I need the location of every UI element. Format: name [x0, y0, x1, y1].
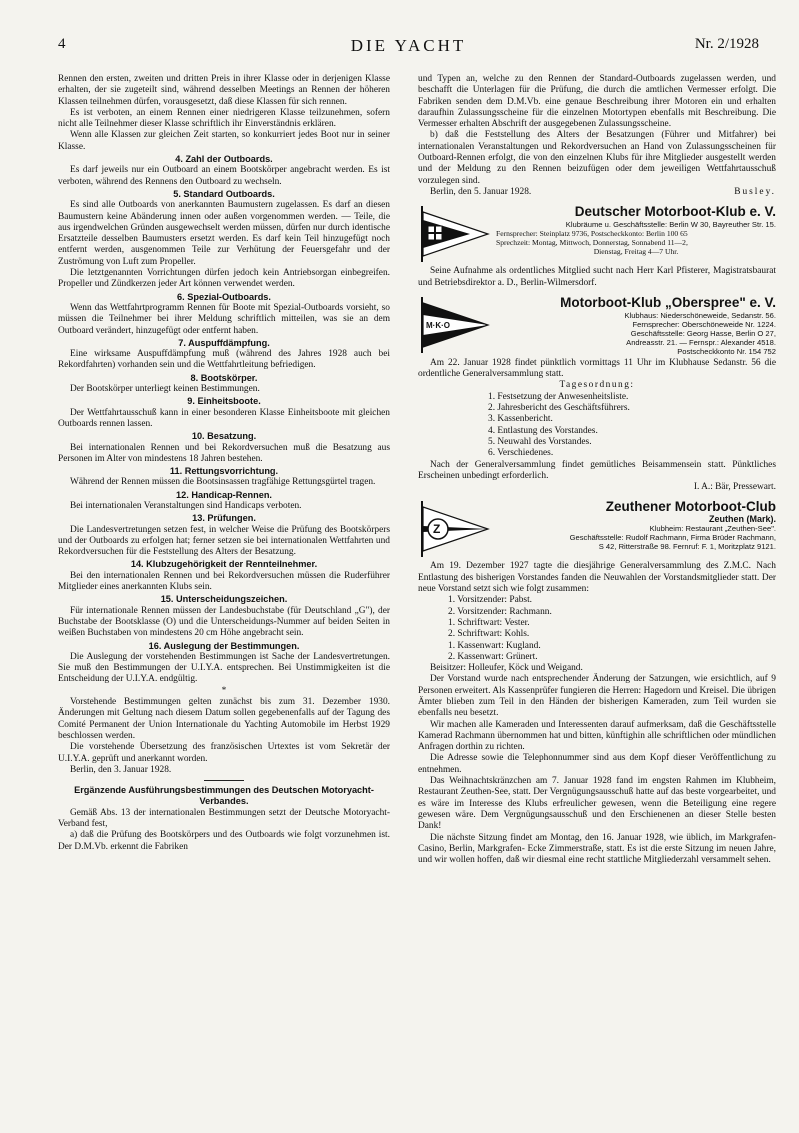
club-announcement-oberspree [418, 295, 776, 356]
list-item: 5. Neuwahl des Vorstandes. [488, 436, 592, 447]
paragraph: Bei internationalen Veranstaltungen sind Handicaps verboten. [70, 500, 302, 511]
club-location: Zeuthen (Mark). [708, 514, 776, 525]
paragraph: Wir machen alle Kameraden und Interessenten darauf aufmerksam, daß die Geschäftsstelle Kamerad Rachmann übernommen hat und bitten, künftighin alle schriftlichen oder mündlichen Anfragen dorthin zu richten. [418, 719, 776, 753]
paragraph: Die Auslegung der vorstehenden Bestimmungen ist Sache der Landesvertretungen. Sie muß den Bestimmungen der U.I.Y.A. entsprechen. Bei Unstimmigkeiten ist die Entscheidung der U.I.Y.A. endgültig. [58, 651, 390, 685]
issue-number: Nr. 2/1928 [694, 36, 759, 52]
paragraph: Der Bootskörper unterliegt keinen Bestimmungen. [70, 384, 260, 395]
club-home: Klubheim: Restaurant „Zeuthen-See". [649, 524, 776, 534]
agenda-list [418, 392, 776, 460]
list-item: 1. Schriftwart: Vester. [448, 617, 530, 628]
paragraph: Beisitzer: Holleufer, Köck und Weigand. [430, 663, 583, 674]
section-heading: 13. Prüfungen. [192, 513, 256, 524]
paragraph: b) daß die Feststellung des Alters der Besatzungen (Führer und Mitfahrer) bei internationalen Veranstaltungen und Rekordversuchen an Hand von Zulassungsscheinen für Outboard-Rennen erfolgt, die von den einzelnen Klubs für ihre Mitglieder ausgestellt werden und der Meldung zu den Rennen beizufügen oder dem jeweiligen Wettfahrtausschuß vorzulegen sind. [418, 130, 776, 186]
list-item: 2. Schriftwart: Kohls. [448, 629, 530, 640]
paragraph: Der Vorstand wurde nach entsprechender Änderung der Satzungen, wie ersichtlich, auf 9 Personen erweitert. Als Kassenprüfer fungieren die Herren: Hagedorn und Kreisel. Die übrigen Ämter blieben zum Teil in den Händen der bisherigen Kameraden, zum Teil wurden sie ebenfalls neu besetzt. [418, 674, 776, 719]
paragraph: Eine wirksame Auspuffdämpfung muß (während des Jahres 1928 auch bei Rekordfahrten) vorhanden sein und die Wettfahrtleitung befriedigen. [58, 349, 390, 371]
section-heading: 9. Einheitsboote. [187, 396, 261, 407]
section-heading: 12. Handicap-Rennen. [176, 489, 272, 500]
club-phone: S 42, Ritterstraße 98. Fernruf: F. 1, Moritzplatz 9121. [598, 542, 776, 552]
paragraph: Gemäß Abs. 13 der internationalen Bestimmungen setzt der Deutsche Motoryacht-Verband fest, [58, 807, 390, 829]
section-heading: 4. Zahl der Outboards. [175, 154, 273, 165]
paragraph: Die Landesvertretungen setzen fest, in welcher Weise die Prüfung des Bootskörpers und der Outboards zu erfolgen hat; ferner setzen sie bei internationalen Wettfahrten und Rekordversuchen für die Feststellung des Alters der Besatzung. [58, 524, 390, 558]
paragraph: Der Wettfahrtausschuß kann in einer besonderen Klasse Einheitsboote mit gleichen Outboards rennen lassen. [58, 407, 390, 429]
burgee-flag-icon [418, 499, 490, 559]
list-item: 1. Vorsitzender: Pabst. [448, 595, 533, 606]
paragraph: Am 22. Januar 1928 findet pünktlich vormittags 11 Uhr im Klubhause Sedanstr. 56 die ordentliche Generalversammlung statt. [418, 357, 776, 380]
list-item: 3. Kassenbericht. [488, 414, 553, 425]
paragraph: und Typen an, welche zu den Rennen der Standard-Outboards zugelassen werden, und beschafft die Unterlagen für die Prüfung, die durch die amtlichen Vermesser erfolgt. Die Fabriken senden dem D.M.Vb. eine genaue Beschreibung ihrer Motoren ein und erhalten daraufhin Zulassungsscheine für die einzelnen Motortypen ebenfalls mit Beschreibung. Die Vermesser erhalten Abschrift der ausgegebenen Zulassungsscheine. [418, 74, 776, 130]
divider-rule [204, 780, 244, 781]
paragraph: Während der Rennen müssen die Bootsinsassen tragfähige Rettungsgürtel tragen. [70, 477, 376, 488]
section-heading: 11. Rettungsvorrichtung. [169, 466, 279, 477]
paragraph: Die vorstehende Übersetzung des französischen Urtextes ist vom Sekretär der U.I.Y.A. geprüft und anerkannt worden. [58, 742, 390, 764]
paragraph: Wenn das Wettfahrtprogramm Rennen für Boote mit Spezial-Outboards vorsieht, so müssen die Teilnehmer bei ihrer Meldung schriftlich mitteilen, was sie an dem Outboard verändert, hinzugefügt oder entfernt haben. [58, 302, 390, 336]
club-address: Klubhaus: Niederschöneweide, Sedanstr. 56. [624, 310, 776, 320]
flag-lettering: M·K·O [426, 320, 450, 330]
club-announcement-zeuthen [418, 499, 776, 559]
date-line [418, 187, 776, 198]
list-item: 2. Jahresbericht des Geschäftsführers. [488, 403, 630, 414]
paragraph: Vorstehende Bestimmungen gelten zunächst bis zum 31. Dezember 1930. Änderungen mit Geltung nach diesem Datum sollen gegebenenfalls auf der Tagung des Comité Permanent der Union Internationale du Yachting Automobile im Herbst 1929 beschlossen werden. [58, 697, 390, 741]
page-header [58, 36, 759, 58]
journal-title: DIE YACHT [350, 36, 467, 55]
section-divider-star: * [221, 685, 227, 696]
burgee-flag-icon [418, 295, 490, 355]
club-phone: Fernsprecher: Steinplatz 9736, Postscheckkonto: Berlin 100 65 [496, 229, 688, 239]
section-heading: 10. Besatzung. [191, 431, 257, 442]
list-item: 1. Festsetzung der Anwesenheitsliste. [488, 391, 629, 402]
paragraph: Rennen den ersten, zweiten und dritten Preis in ihrer Klasse oder in derjenigen Klasse erhalten, der sie zugeteilt sind, während desselben Meetings an Rennen der höheren Klassen teilnehmen dürfen, vorausgesetzt, daß diese Klassen für sich rennen. [58, 74, 390, 107]
club-office-2: Andreasstr. 21. — Fernspr.: Alexander 4518. [626, 337, 776, 347]
club-address: Klubräume u. Geschäftsstelle: Berlin W 30, Bayreuther Str. 15. [565, 220, 776, 230]
paragraph: Es ist verboten, an einem Rennen einer niedrigeren Klasse teilzunehmen, sofern nicht alle Teilnehmer dieser Klasse schriftlich ihr Einverständnis erklären. [58, 107, 390, 130]
paragraph: Nach der Generalversammlung findet gemütliches Beisammensein statt. Pünktliches Erscheinen unbedingt erforderlich. [418, 459, 776, 481]
section-heading: 5. Standard Outboards. [173, 188, 275, 199]
paragraph: Am 19. Dezember 1927 tagte die diesjährige Generalversammlung des Z.M.C. Nach Entlastung des bisherigen Vorstandes fanden die Neuwahlen der Vorstandsmitglieder statt. Der neue Vorstand setzt sich wie folgt zusammen: [418, 561, 776, 595]
section-heading: Ergänzende Ausführungsbestimmungen des Deutschen Motoryacht-Verbandes. [74, 785, 374, 807]
paragraph: Bei den internationalen Rennen und bei Rekordversuchen müssen die Ruderführer Mitglieder eines anerkannten Klubs sein. [58, 570, 390, 593]
paragraph: a) daß die Prüfung des Bootskörpers und des Outboards wie folgt vorzunehmen ist. Der D.M.Vb. erkennt die Fabriken [58, 830, 390, 852]
signature-line: I. A.: Bär, Pressewart. [693, 482, 776, 493]
section-heading: 6. Spezial-Outboards. [177, 291, 271, 302]
list-item: 2. Kassenwart: Grünert. [448, 651, 538, 662]
section-heading: 7. Auspuffdämpfung. [178, 337, 270, 348]
paragraph: Wenn alle Klassen zur gleichen Zeit starten, so konkurriert jedes Boot nur in seiner Klasse. [58, 130, 390, 152]
section-heading: 8. Bootskörper. [190, 372, 258, 383]
paragraph: Bei internationalen Rennen und bei Rekordversuchen muß die Besatzung aus Personen im Alter von mindestens 18 Jahren bestehen. [58, 442, 390, 464]
list-item: 4. Entlastung des Vorstandes. [488, 425, 598, 436]
section-heading: 14. Klubzugehörigkeit der Rennteilnehmer. [130, 559, 318, 570]
list-item: 2. Vorsitzender: Rachmann. [448, 606, 552, 617]
paragraph: Es darf jeweils nur ein Outboard an einem Bootskörper angebracht werden. Es ist verboten, während des Rennens den Outboard zu wechseln. [58, 165, 390, 187]
burgee-flag-icon [418, 204, 490, 264]
right-column [418, 74, 776, 866]
paragraph: Für internationale Rennen müssen der Landesbuchstabe (für Deutschland „G"), der Buchstabe der Bootsklasse (O) und die Unterscheidungs-Nummer auf beiden Seiten in weißen Buchstaben von mindestens 20 cm Höhe angebracht sein. [58, 605, 390, 639]
club-hours: Sprechzeit: Montag, Mittwoch, Donnerstag, Sonnabend 11—2, [496, 238, 688, 248]
club-phone: Fernsprecher: Oberschöneweide Nr. 1224. [632, 319, 776, 329]
paragraph: Die nächste Sitzung findet am Montag, den 16. Januar 1928, wie üblich, im Markgrafen-Casino, Berlin, Markgrafen- Ecke Zimmerstraße, statt. Es ist die erste Sitzung im neuen Jahre, und wir wollen hoffen, daß wir diesmal eine recht stattliche Mitgliederzahl versammelt sehen. [418, 832, 776, 866]
paragraph: Die letztgenannten Vorrichtungen dürfen jedoch kein Antriebsorgan einbegreifen. Propeller und Zündkerzen jeder Art können verwendet werden. [58, 268, 390, 290]
club-name: Motorboot-Klub „Oberspree" e. V. [560, 294, 776, 310]
club-name: Deutscher Motorboot-Klub e. V. [574, 204, 776, 220]
paragraph: Die Adresse sowie die Telephonnummer sind aus dem Kopf dieser Veröffentlichung zu entnehmen. [418, 753, 776, 775]
signature-name: Busley. [734, 186, 776, 197]
club-name: Zeuthener Motorboot-Club [605, 499, 776, 515]
paragraph: Es sind alle Outboards von anerkannten Baumustern zugelassen. Es darf an diesen Baumustern keine Abänderung innen oder außen vorgenommen werden. — Teile, die aus irgendwelchen Gründen ausgewechselt werden müssen, dürfen nur durch identische Ersatzteile desselben Baumusters ersetzt werden. Es darf kein Teil hinzugefügt noch entfernt werden, ausgenommen Teile zur Verhütung der Feuersgefahr und der Zuströmung von Luft zum Propeller. [58, 200, 390, 267]
section-heading: 15. Unterscheidungszeichen. [160, 594, 288, 605]
club-office: Geschäftsstelle: Rudolf Rachmann, Firma Brüder Rachmann, [569, 533, 776, 543]
club-announcement-dmk [418, 204, 776, 264]
flag-lettering: Z [433, 522, 441, 537]
date-text: Berlin, den 5. Januar 1928. [430, 186, 532, 197]
page-number: 4 [58, 36, 66, 52]
section-heading: 16. Auslegung der Bestimmungen. [148, 640, 300, 651]
board-list [418, 595, 776, 663]
paragraph: Das Weihnachtskränzchen am 7. Januar 1928 fand im engsten Rahmen im Klubheim, Restaurant Zeuthen-See, statt. Der Vergnügungsausschuß hatte auf das beste vorgearbeitet, und es wäre im Interesse des Klubs erfreulicher gewesen, wenn die Beteiligung eine regere gewesen wäre. Dem Vergnügungsausschuß und den Erschienenen an dieser Stelle besten Dank! [418, 776, 776, 832]
club-hours-2: Dienstag, Freitag 4—7 Uhr. [593, 247, 679, 257]
club-office: Geschäftsstelle: Georg Hasse, Berlin O 27, [630, 328, 776, 338]
list-item: 6. Verschiedenes. [488, 448, 554, 459]
club-account: Postscheckkonto Nr. 154 752 [677, 346, 776, 356]
agenda-title: Tagesordnung: [559, 380, 635, 391]
left-column [58, 74, 390, 853]
date-line: Berlin, den 3. Januar 1928. [70, 764, 172, 775]
paragraph: Seine Aufnahme als ordentliches Mitglied sucht nach Herr Karl Pfisterer, Magistratsbaurat und Betriebsdirektor a. D., Berlin-Wilmersdorf. [418, 266, 776, 288]
list-item: 1. Kassenwart: Kugland. [448, 640, 541, 651]
